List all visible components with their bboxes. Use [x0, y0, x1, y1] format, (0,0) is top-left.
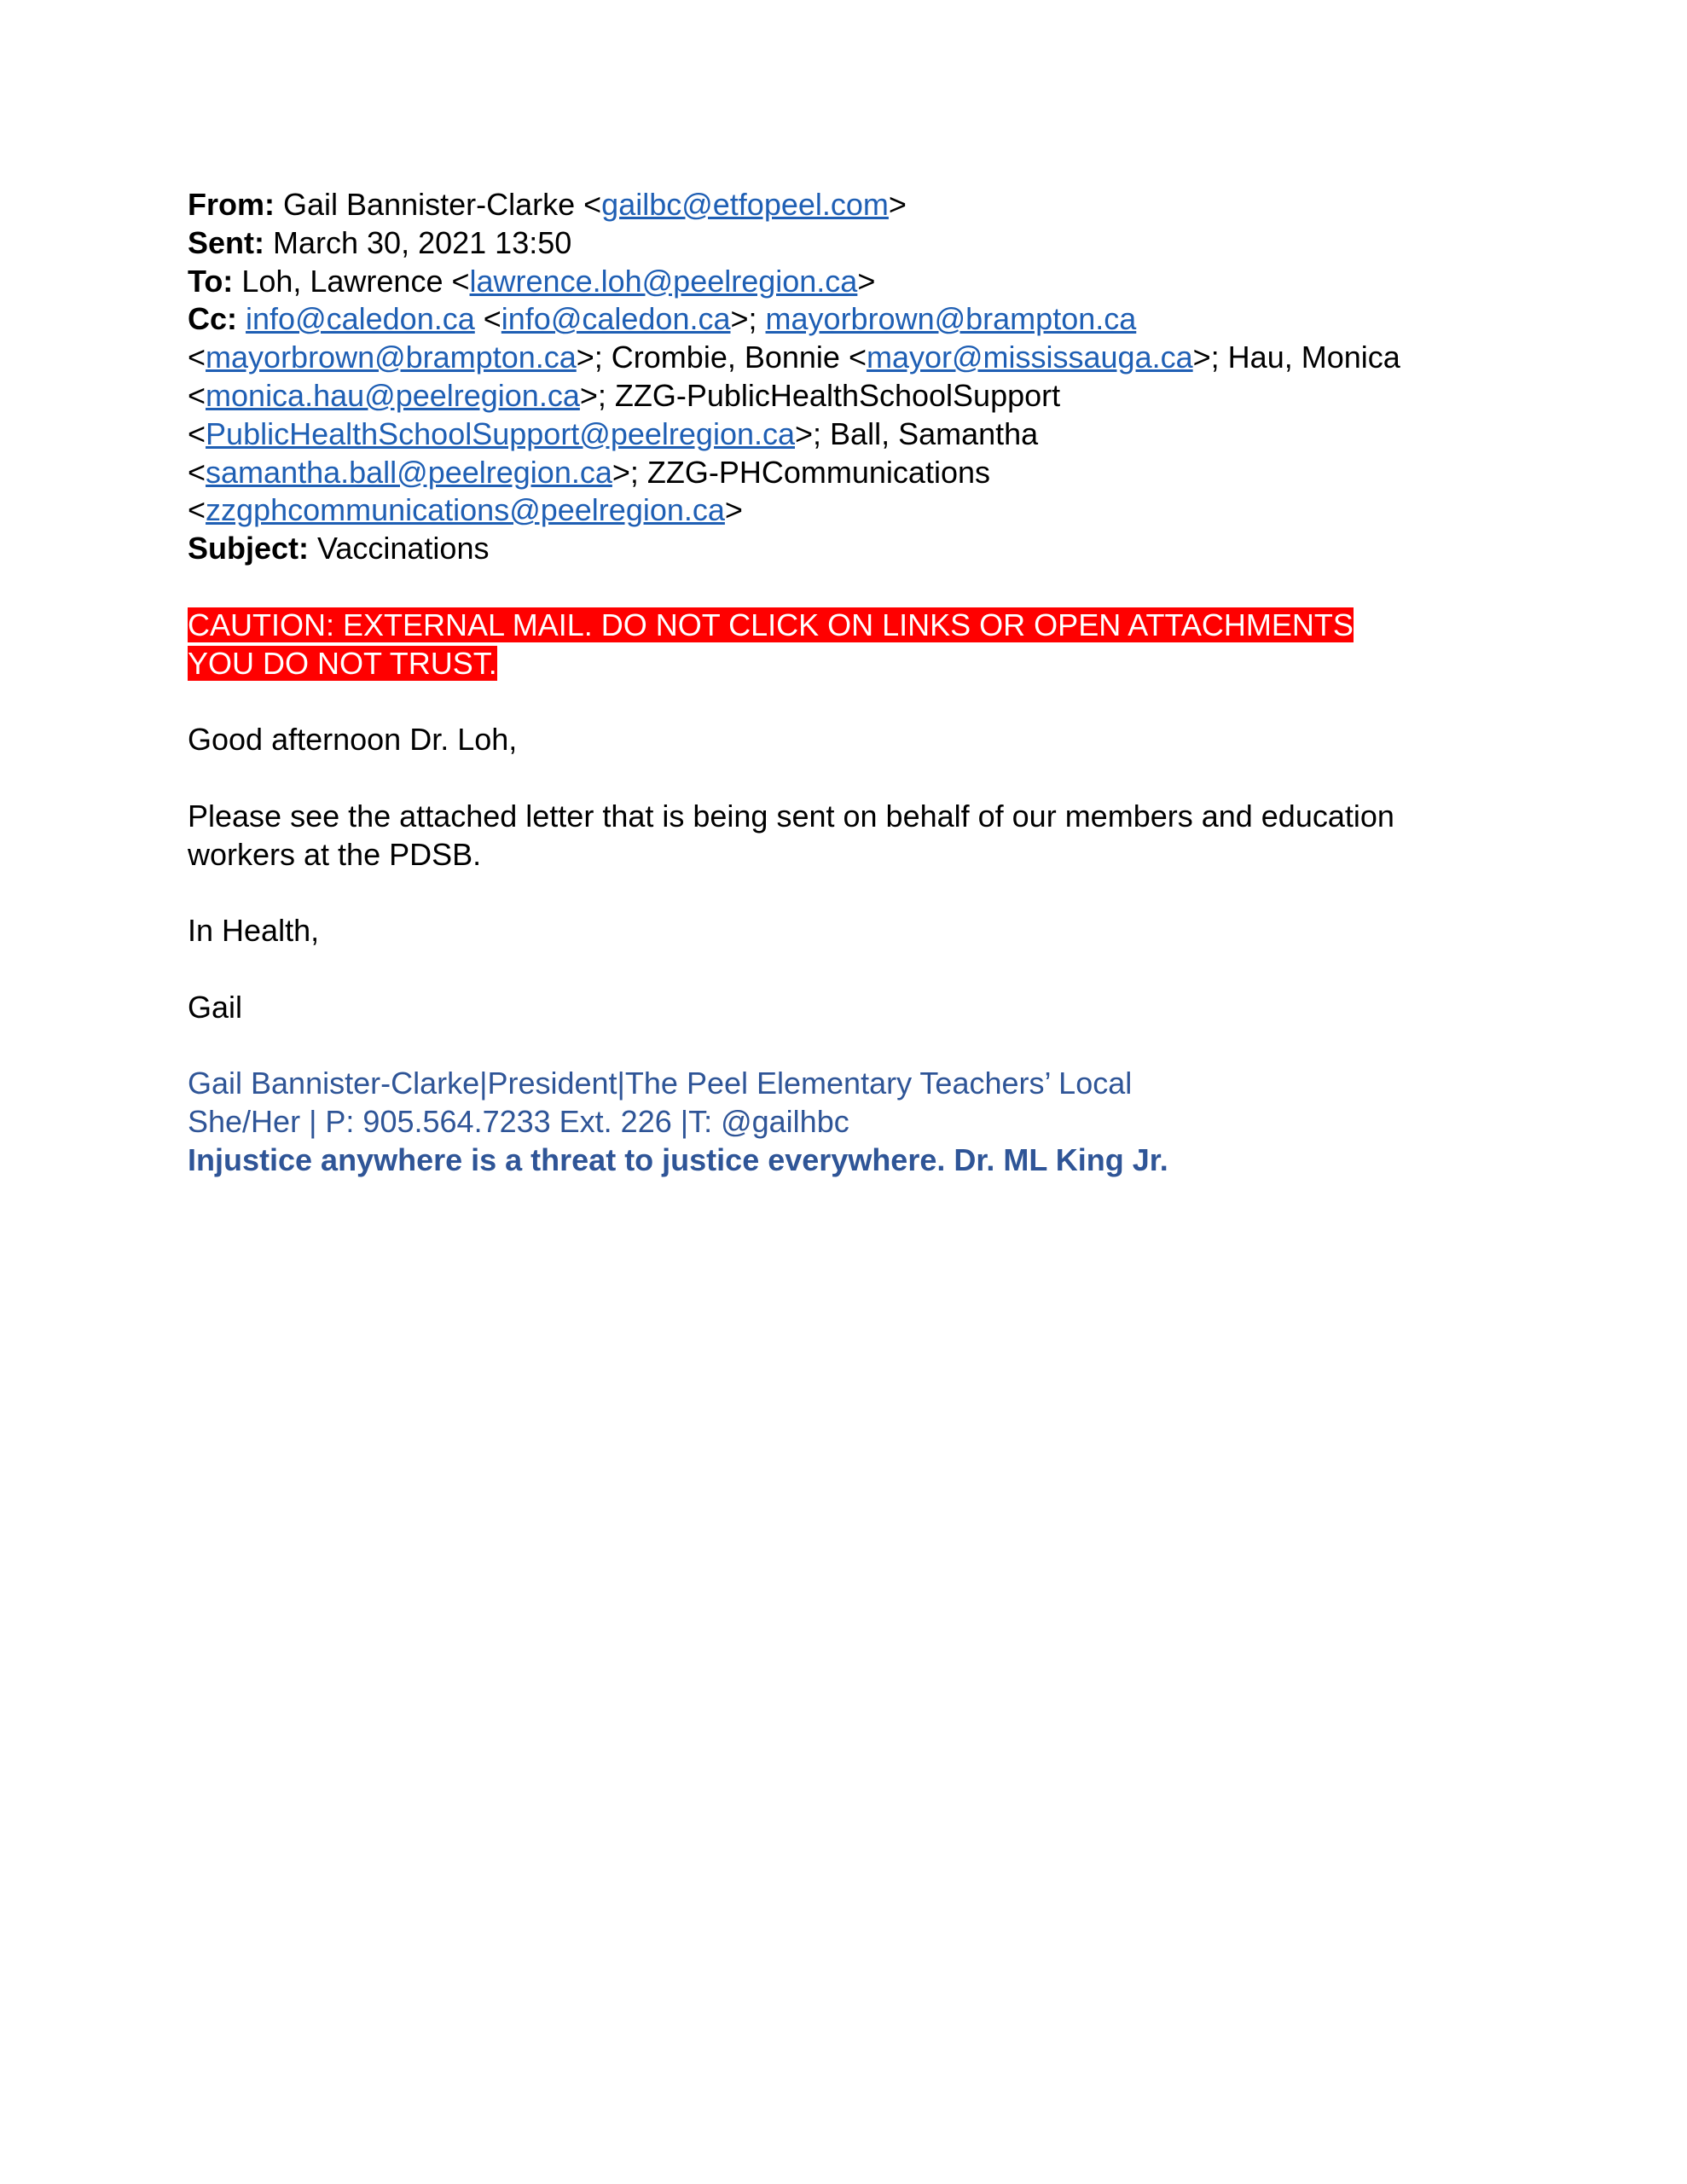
- cc-line-1: Cc: info@caledon.ca <info@caledon.ca>; mayorbrown@brampton.ca: [188, 301, 1137, 337]
- cc-line-6: <zzgphcommunications@peelregion.ca>: [188, 492, 743, 528]
- spacer: [188, 874, 1518, 912]
- greeting: Good afternoon Dr. Loh,: [188, 722, 518, 758]
- email-content: [188, 186, 1518, 1180]
- from-label: From:: [188, 187, 275, 222]
- email-header: [188, 186, 1518, 568]
- closing: In Health,: [188, 913, 320, 949]
- cc-phss-name: ZZG-PublicHealthSchoolSupport: [614, 377, 1061, 413]
- to-email-link[interactable]: lawrence.loh@peelregion.ca: [469, 263, 858, 299]
- to-label: To:: [188, 263, 234, 299]
- cc-line-4: <PublicHealthSchoolSupport@peelregion.ca>; Ball, Samantha: [188, 415, 1039, 451]
- signature-block: [188, 1065, 1518, 1179]
- cc-line-3: <monica.hau@peelregion.ca>; ZZG-PublicHealthSchoolSupport: [188, 377, 1061, 413]
- spacer: [188, 682, 1518, 721]
- cc-caledon-email-link[interactable]: info@caledon.ca: [501, 301, 731, 337]
- caution-banner: [188, 607, 1467, 683]
- sent-value: March 30, 2021 13:50: [273, 224, 572, 260]
- from-name: Gail Bannister-Clarke: [283, 187, 576, 222]
- from-line: From: Gail Bannister-Clarke <gailbc@etfopeel.com>: [188, 187, 907, 222]
- cc-caledon-display-link[interactable]: info@caledon.ca: [246, 301, 475, 337]
- signature-line-2: She/Her | P: 905.564.7233 Ext. 226 |T: @gailhbc: [188, 1104, 849, 1140]
- body-paragraph-line-2: workers at the PDSB.: [188, 836, 482, 872]
- signature-line-1: Gail Bannister-Clarke|President|The Peel Elementary Teachers’ Local: [188, 1066, 1133, 1101]
- cc-label: Cc:: [188, 301, 238, 337]
- to-line: To: Loh, Lawrence <lawrence.loh@peelregion.ca>: [188, 263, 876, 299]
- email-body: [188, 721, 1518, 1065]
- cc-crombie-email-link[interactable]: mayor@mississauga.ca: [866, 340, 1193, 375]
- subject-value: Vaccinations: [317, 531, 490, 566]
- from-email-link[interactable]: gailbc@etfopeel.com: [601, 187, 889, 222]
- spacer: [188, 759, 1518, 798]
- to-name: Loh, Lawrence: [241, 263, 443, 299]
- cc-ball-email-link[interactable]: samantha.ball@peelregion.ca: [206, 454, 612, 490]
- caution-line-1: CAUTION: EXTERNAL MAIL. DO NOT CLICK ON LINKS OR OPEN ATTACHMENTS: [188, 607, 1354, 642]
- cc-crombie-name: Crombie, Bonnie: [611, 340, 840, 375]
- cc-hau-email-link[interactable]: monica.hau@peelregion.ca: [206, 377, 580, 413]
- subject-label: Subject:: [188, 531, 310, 566]
- caution-line-2: YOU DO NOT TRUST.: [188, 645, 497, 681]
- signature-quote: Injustice anywhere is a threat to justice everywhere. Dr. ML King Jr.: [188, 1141, 1168, 1177]
- cc-phc-email-link[interactable]: zzgphcommunications@peelregion.ca: [206, 492, 725, 528]
- cc-phss-email-link[interactable]: PublicHealthSchoolSupport@peelregion.ca: [206, 415, 796, 451]
- subject-line: [188, 530, 1518, 568]
- spacer: [188, 1027, 1518, 1066]
- cc-line-5: <samantha.ball@peelregion.ca>; ZZG-PHCommunications: [188, 454, 990, 490]
- sent-line: [188, 224, 1518, 263]
- cc-phc-name: ZZG-PHCommunications: [646, 454, 990, 490]
- spacer: [188, 568, 1518, 607]
- cc-hau-name: Hau, Monica: [1227, 340, 1400, 375]
- cc-brampton-email-link[interactable]: mayorbrown@brampton.ca: [206, 340, 577, 375]
- spacer: [188, 950, 1518, 989]
- cc-line-2: <mayorbrown@brampton.ca>; Crombie, Bonnie <mayor@mississauga.ca>; Hau, Monica: [188, 340, 1400, 375]
- sender-name: Gail: [188, 989, 243, 1025]
- sent-label: Sent:: [188, 224, 264, 260]
- cc-ball-name: Ball, Samantha: [830, 415, 1039, 451]
- cc-brampton-display-link[interactable]: mayorbrown@brampton.ca: [765, 301, 1137, 337]
- body-paragraph-line-1: Please see the attached letter that is being sent on behalf of our members and education: [188, 798, 1394, 834]
